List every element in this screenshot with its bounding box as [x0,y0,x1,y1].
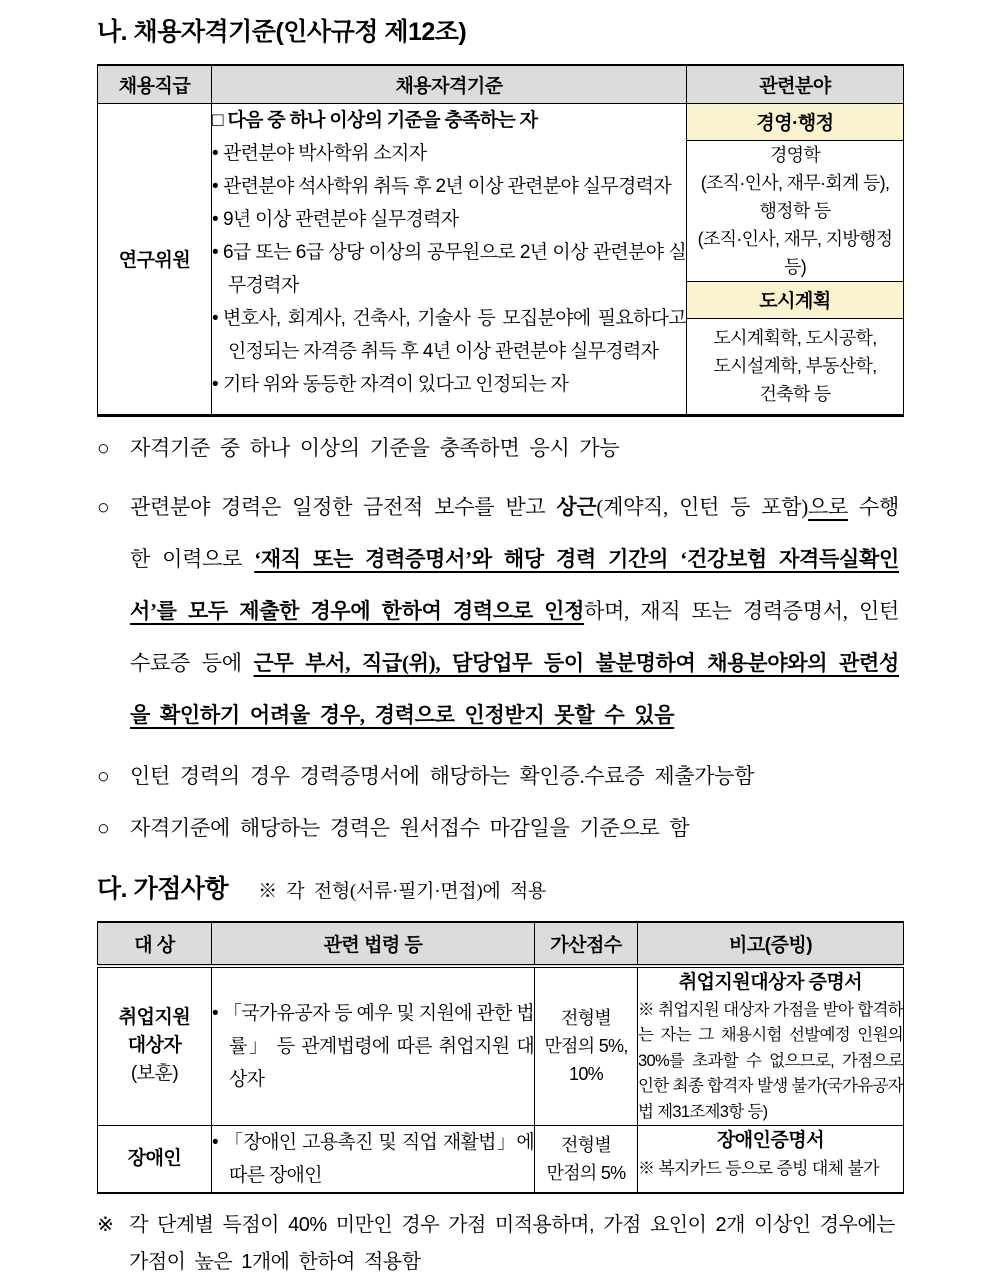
majors-line: (조직·인사, 재무, 지방행정 등) [697,228,893,277]
majors-line: 도시계획학, 도시공학, [713,328,877,348]
evidence-note: ※ 복지카드 등으로 증빙 대체 불가 [638,1159,879,1178]
majors-line: (조직·인사, 재무·회계 등), [700,172,890,193]
note-career-proof [97,481,899,741]
target-line: 장애인 [127,1148,182,1169]
note-segment: (계약직, 인턴 등 포함) [596,494,808,519]
criterion-text: 기타 위와 동등한 자격이 있다고 인정되는 자 [222,373,569,395]
criterion-item [212,170,686,203]
circle-bullet-icon: ○ [97,763,110,788]
qual-header-fields: 관련분야 [687,65,904,103]
law-text-content: 「국가유공자 등 예우 및 지원에 관한 법률」 등 관계법령에 따른 취업지원 대상자 [222,1002,534,1090]
note-deadline [97,811,899,845]
bonus-row-disabled [98,1126,904,1194]
criterion-text: 9년 이상 관련분야 실무경력자 [222,208,459,230]
criterion-item [212,302,686,368]
bullet-icon: • [212,1002,218,1024]
criteria-heading: □ 다음 중 하나 이상의 기준을 충족하는 자 [212,109,538,131]
bullet-icon: • [212,373,218,395]
evidence-cell [638,966,904,1126]
position-cell: 연구위원 [98,103,212,415]
bonus-header-points: 가산점수 [535,922,638,966]
criterion-text: 관련분야 석사학위 취득 후 2년 이상 관련분야 실무경력자 [222,175,671,197]
criteria-cell [212,103,687,415]
law-text [212,997,534,1096]
note-segment: 하며, 재직 또는 경력증명서, 인턴 수료증 등에 [130,598,899,675]
majors-line: 경영학 [769,144,821,165]
note-segment: 관련분야 경력은 일정한 금전적 보수를 받고 [130,494,557,519]
bonus-header-target: 대 상 [98,922,212,966]
target-cell [98,966,212,1126]
qual-header-row [98,65,904,103]
law-cell [212,966,535,1126]
target-line: 대상자 [127,1035,182,1057]
qual-header-criteria: 채용자격기준 [212,65,687,103]
majors-line: 건축학 등 [759,384,831,404]
note-text: 인턴 경력의 경우 경력증명서에 해당하는 확인증.수료증 제출가능함 [130,763,755,788]
note-segment-bold-underline: 근무 부서, 직급(위), 담당업무 등이 불분명하여 채용분야와의 관련성을 확인하기 어려울 경우, 경력으로 인정받지 못할 수 있음 [130,650,899,727]
section-b-title: 나. 채용자격기준(인사규정 제12조) [97,18,467,46]
field-majors-management [687,140,904,281]
section-c-title: 다. 가점사항 [97,874,229,903]
note-intern [97,759,899,793]
circle-bullet-icon: ○ [97,494,110,519]
points-line: 만점의 5%, [544,1036,628,1057]
target-line: 취업지원 [118,1007,191,1029]
note-text: 자격기준에 해당하는 경력은 원서접수 마감일을 기준으로 함 [130,815,690,840]
note-text [130,481,899,741]
section-c-header [97,873,899,905]
bonus-row-veteran [98,966,904,1126]
evidence-note: ※ 취업지원 대상자 가점을 받아 합격하는 자는 그 채용시험 선발예정 인원의 30%를 초과할 수 없으므로, 가점으로 인한 최종 합격자 발생 불가(국가유공자법 제31조제3항 등) [638,1000,903,1121]
criterion-text: 6급 또는 6급 상당 이상의 공무원으로 2년 이상 관련분야 실무경력자 [222,241,686,296]
bullet-icon: • [212,208,218,230]
bullet-icon: • [212,241,218,263]
field-category-management: 경영·행정 [687,103,904,140]
note-segment-bold: 상근 [556,494,597,519]
qual-body-row [98,103,904,140]
points-cell [535,1126,638,1194]
bullet-icon: • [212,1132,218,1153]
reference-mark-icon: ※ [97,1214,114,1236]
bonus-points-table [97,921,904,1195]
majors-line: 행정학 등 [759,200,831,221]
field-majors-urban [687,318,904,415]
bullet-icon: • [212,307,218,329]
bonus-header-law: 관련 법령 등 [212,922,535,966]
points-line: 10% [569,1064,603,1085]
note-eligibility [97,431,899,465]
evidence-title: 장애인증명서 [716,1130,825,1151]
majors-line: 도시설계학, 부동산학, [713,356,877,376]
law-text [212,1126,534,1192]
field-category-urban: 도시계획 [687,281,904,318]
law-text-content: 「장애인 고용촉진 및 직업 재활법」에 따른 장애인 [222,1132,534,1186]
criterion-item [212,203,686,236]
bonus-header-evidence: 비고(증빙) [638,922,904,966]
criterion-item [212,137,686,170]
evidence-title: 취업지원대상자 증명서 [678,971,863,993]
evidence-cell [638,1126,904,1194]
criterion-item [212,236,686,302]
criterion-item [212,368,686,401]
note-segment-bold-underline: ‘재직 또는 경력증명서’와 해당 경력 기간의 ‘건강보험 자격득실확인서’를 모두 제출한 경우에 한하여 경력으로 인정 [130,546,899,623]
points-line: 전형별 [560,1135,612,1155]
target-line: (보훈) [130,1063,179,1085]
bonus-footnote [97,1207,899,1281]
bullet-icon: • [212,142,218,164]
points-cell [535,966,638,1126]
points-line: 만점의 5% [546,1163,626,1183]
qual-header-position: 채용직급 [98,65,212,103]
qualification-table [97,64,904,417]
footnote-text: 각 단계별 득점이 40% 미만인 경우 가점 미적용하며, 가점 요인이 2개 이상인 경우에는 가점이 높은 1개에 한하여 적용함 [129,1214,895,1273]
law-cell [212,1126,535,1194]
criterion-text: 관련분야 박사학위 소지자 [222,142,427,164]
criterion-text: 변호사, 회계사, 건축사, 기술사 등 모집분야에 필요하다고 인정되는 자격증 취득 후 4년 이상 관련분야 실무경력자 [222,307,686,362]
note-segment: 수행한 이력으로 [130,494,900,571]
circle-bullet-icon: ○ [97,435,110,460]
bullet-icon: • [212,175,218,197]
note-segment-underline: 으로 [807,494,848,519]
points-line: 전형별 [560,1008,612,1029]
target-cell [98,1126,212,1194]
section-c-subtitle: ※ 각 전형(서류·필기·면접)에 적용 [258,880,546,902]
note-text: 자격기준 중 하나 이상의 기준을 충족하면 응시 가능 [130,435,620,460]
circle-bullet-icon: ○ [97,815,110,840]
bonus-header-row [98,922,904,966]
